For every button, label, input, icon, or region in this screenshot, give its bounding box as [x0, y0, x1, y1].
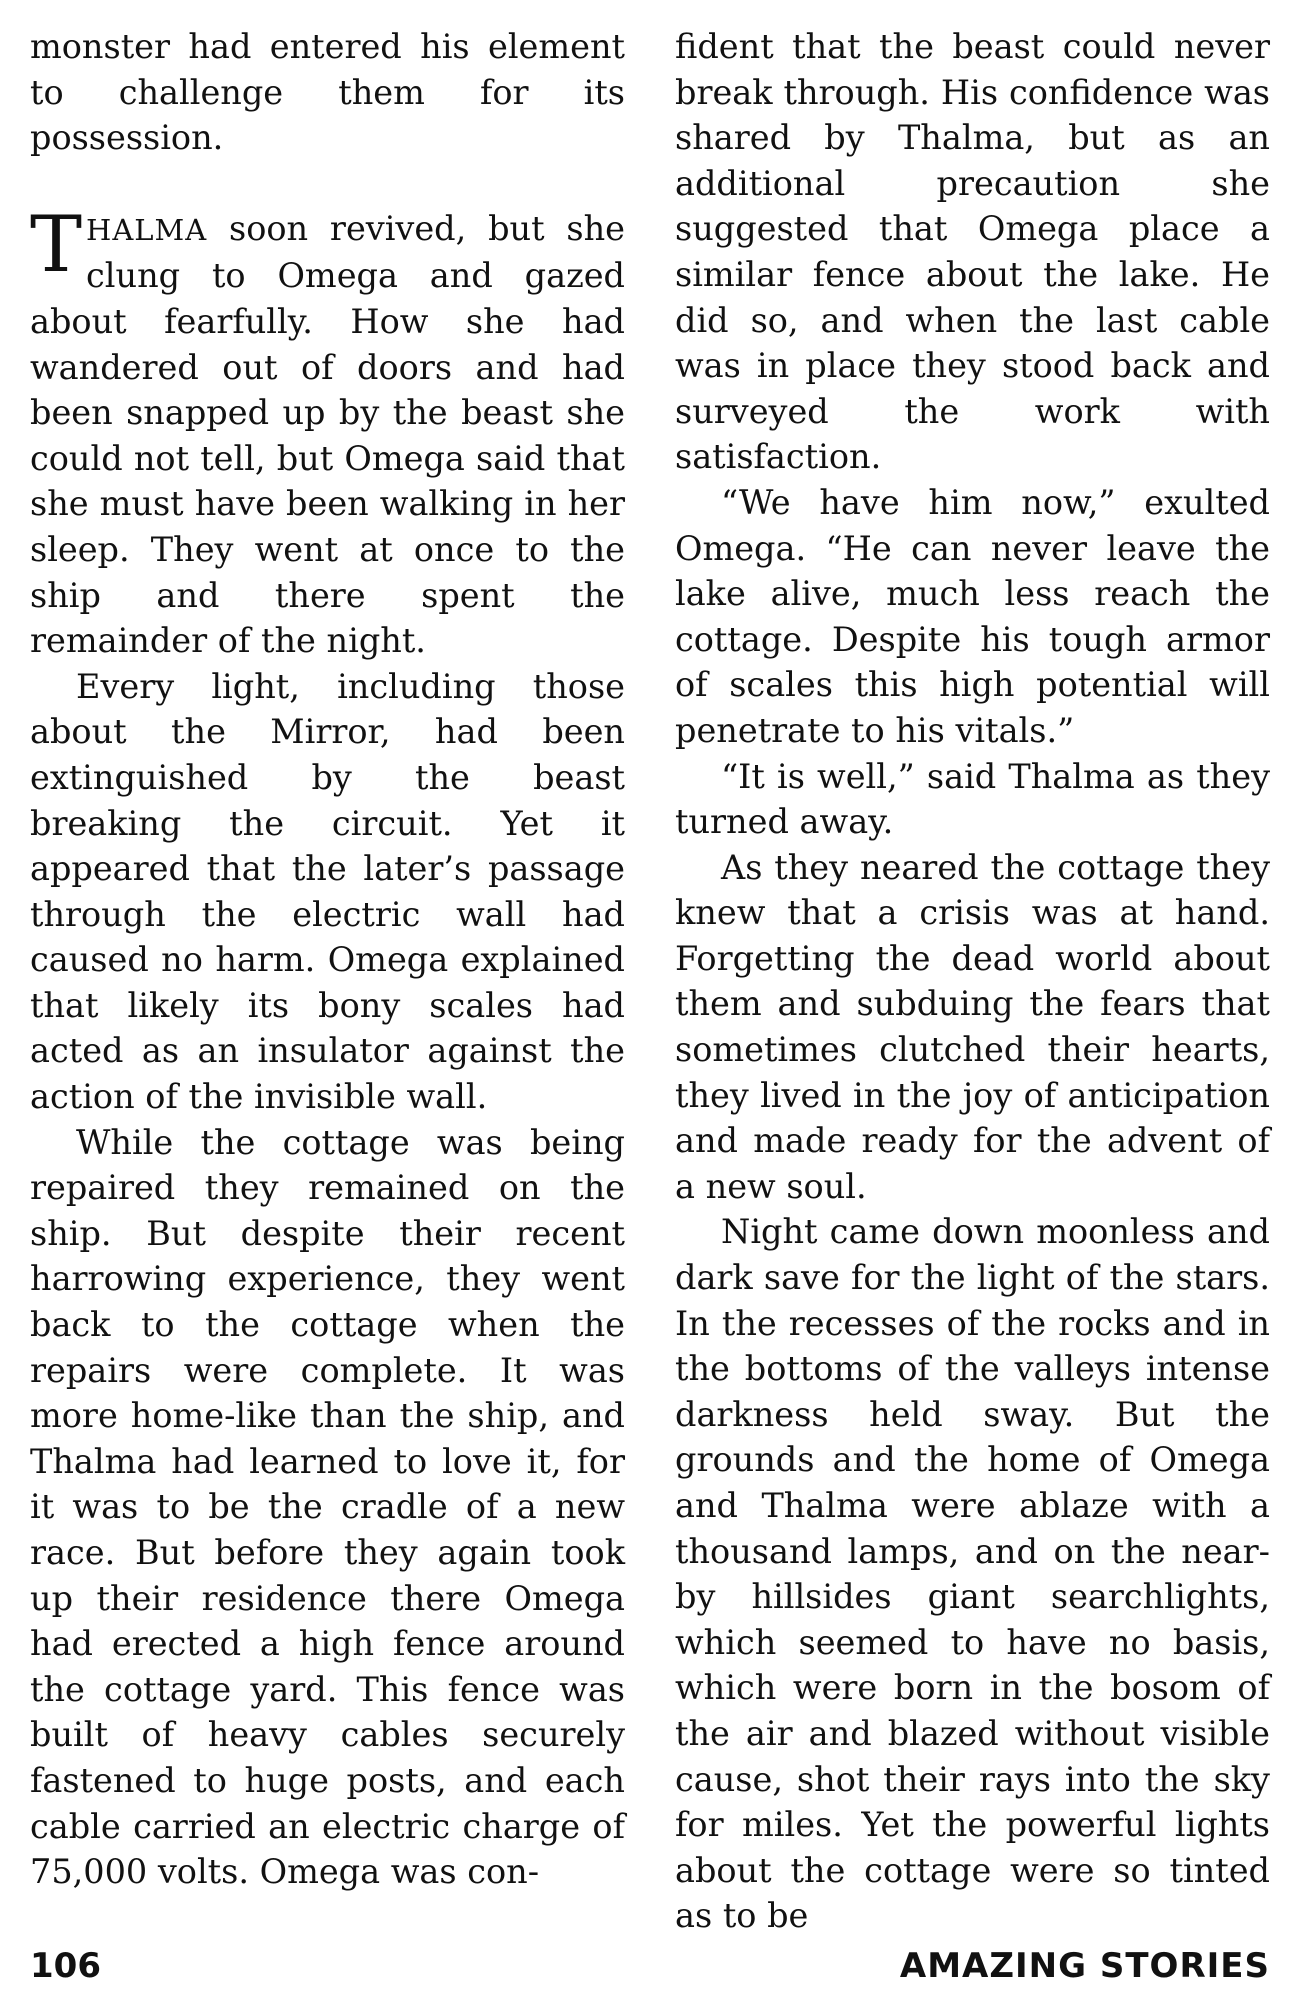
running-footer-title: AMAZING STORIES	[899, 1946, 1270, 1986]
paragraph: While the cottage was being repaired they remained on the ship. But despite their recent harrowing experience, they went back to the cottage when the repairs were complete. It was more home-like than the ship, and Thalma had learned to love it, for it was to be the cradle of a new race. But before they again took up their residence there Omega had erected a high fence around the cottage yard. This fence was built of heavy cables securely fastened to huge posts, and each cable carried an electric charge of 75,000 volts. Omega was con-	[30, 1122, 625, 1892]
paragraph: “We have him now,” exulted Omega. “He can never leave the lake alive, much less reach the cottage. Despite his tough armor of scales this high potential will penetrate to his vitals.”	[675, 482, 1270, 750]
paragraph: monster had entered his element to challenge them for its possession.	[30, 27, 625, 158]
paragraph: Night came down moonless and dark save for the light of the stars. In the recesses of the rocks and in the bottoms of the valleys intense darkness held sway. But the grounds and the home of Omega and Thalma were ablaze with a thousand lamps, and on the near-by hillsides giant searchlights, which seemed to have no basis, which were born in the bosom of the air and blazed without visible cause, shot their rays into the sky for miles. Yet the powerful lights about the cottage were so tinted as to be	[675, 1212, 1270, 1936]
left-column	[30, 24, 625, 1895]
right-column	[675, 24, 1270, 1939]
paragraph: Every light, including those about the Mirror, had been extinguished by the beast breaking the circuit. Yet it appeared that the later’s passage through the electric wall had caused no harm. Omega explained that likely its bony scales had acted as an insulator against the action of the invisible wall.	[30, 666, 625, 1117]
paragraph: “It is well,” said Thalma as they turned away.	[675, 756, 1270, 842]
drop-cap: T	[30, 199, 83, 290]
paragraph-text: soon revived, but she clung to Omega and gazed about fearfully. How she had wandered out of doors and had been snapped up by the beast she could not tell, but Omega said that she must have been walking in her sleep. They went at once to the ship and there spent the remainder of the night.	[30, 208, 625, 661]
small-caps-name: HALMA	[86, 212, 208, 247]
page-number: 106	[30, 1946, 101, 1986]
section-start-paragraph	[30, 199, 625, 664]
paragraph: fident that the beast could never break through. His confidence was shared by Thalma, but as an additional precaution she suggested that Omega place a similar fence about the lake. He did so, and when the last cable was in place they stood back and surveyed the work with satisfaction.	[675, 27, 1270, 477]
paragraph: As they neared the cottage they knew that a crisis was at hand. Forgetting the dead world about them and subduing the fears that sometimes clutched their hearts, they lived in the joy of anticipation and made ready for the advent of a new soul.	[675, 847, 1270, 1206]
